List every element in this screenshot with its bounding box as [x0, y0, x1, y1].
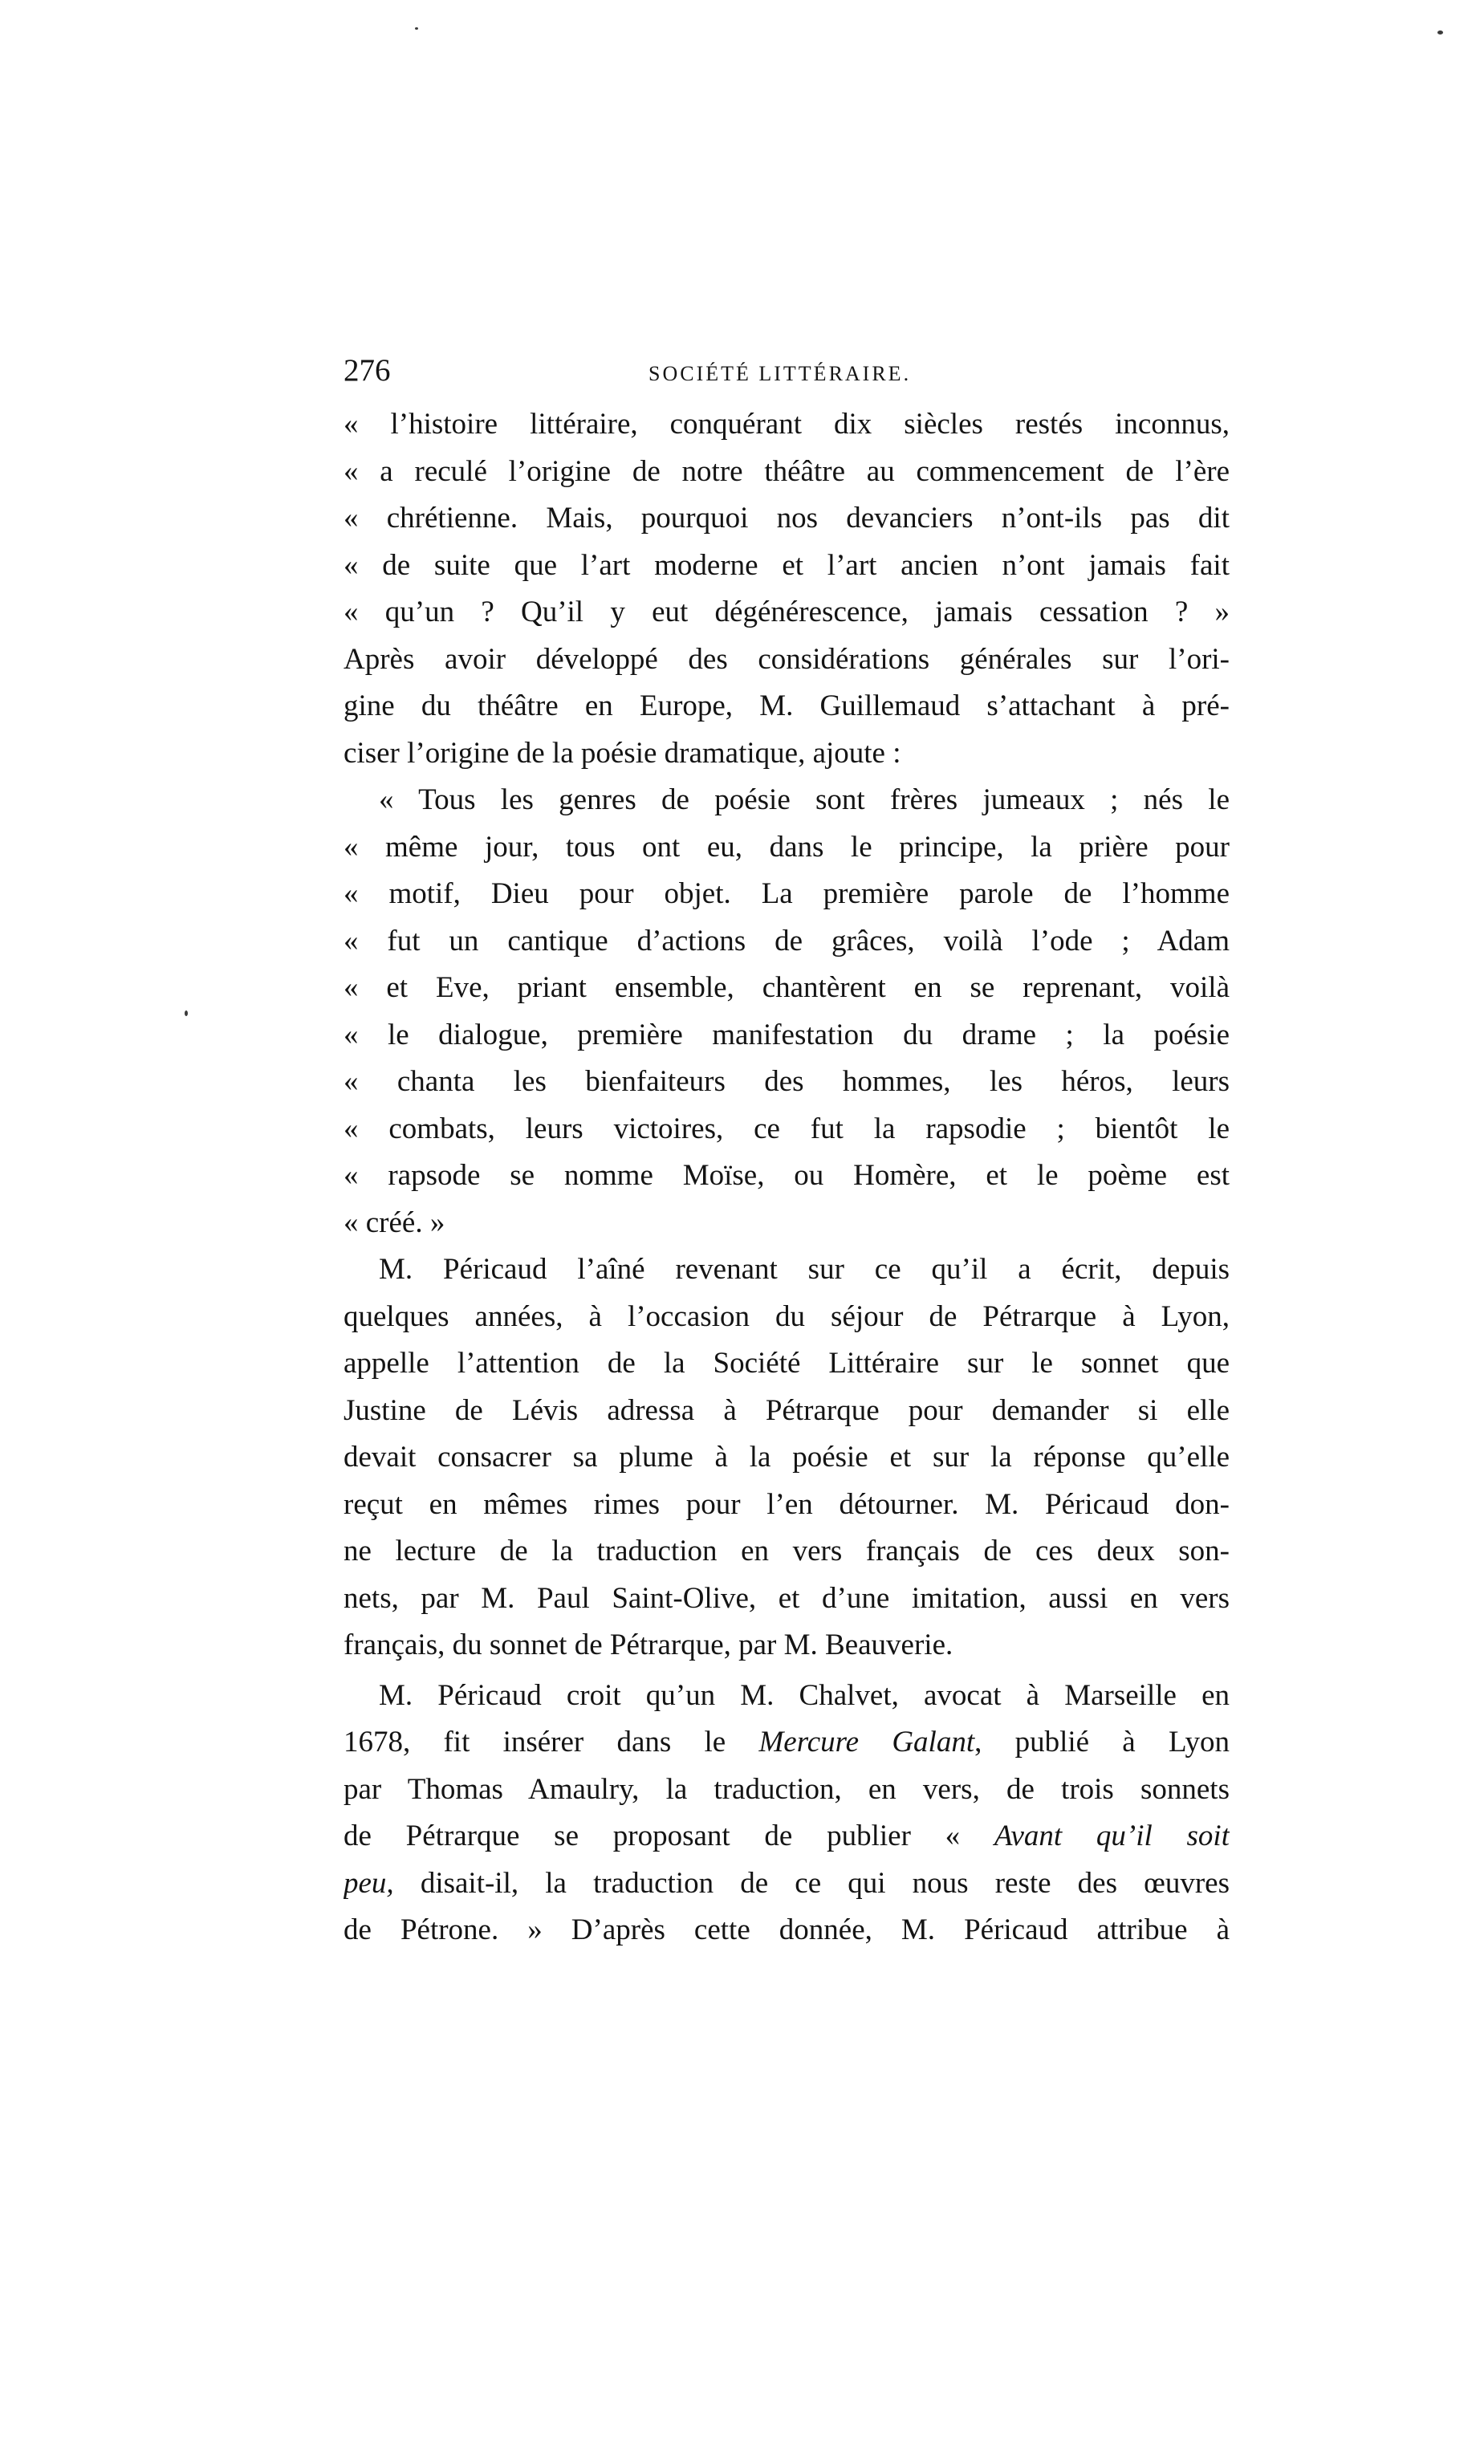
text-line: gine du théâtre en Europe, M. Guillemaud s’attachant à pré- — [344, 689, 1230, 722]
text-line: « motif, Dieu pour objet. La première parole de l’homme — [344, 877, 1230, 910]
text-line: ciser l’origine de la poésie dramatique, ajoute : — [344, 736, 901, 770]
text-line: « l’histoire littéraire, conquérant dix siècles restés inconnus, — [344, 408, 1230, 441]
scan-speck — [1437, 30, 1443, 35]
text-run: , publié à Lyon — [974, 1726, 1230, 1759]
page-number: 276 — [344, 353, 391, 388]
text-line: ne lecture de la traduction en vers français de ces deux son- — [344, 1535, 1230, 1567]
text-line: M. Péricaud l’aîné revenant sur ce qu’il a écrit, depuis — [379, 1253, 1230, 1286]
italic-quote: Avant qu’il soit — [994, 1820, 1230, 1852]
text-line: reçut en mêmes rimes pour l’en détourner. M. Péricaud don- — [344, 1487, 1230, 1521]
text-line: nets, par M. Paul Saint-Olive, et d’une imitation, aussi en vers — [344, 1581, 1230, 1615]
text-line: « fut un cantique d’actions de grâces, voilà l’ode ; Adam — [344, 924, 1230, 958]
text-line: « créé. » — [344, 1206, 445, 1239]
text-line-with-italic — [344, 1719, 1230, 1767]
text-line: M. Péricaud croit qu’un M. Chalvet, avocat à Marseille en — [379, 1678, 1230, 1712]
page-header — [344, 347, 1230, 395]
scan-speck — [415, 27, 418, 30]
text-line: devait consacrer sa plume à la poésie et sur la réponse qu’elle — [344, 1441, 1230, 1474]
text-line: appelle l’attention de la Société Littéraire sur le sonnet que — [344, 1347, 1230, 1380]
text-line: « chanta les bienfaiteurs des hommes, les héros, leurs — [344, 1065, 1230, 1098]
text-line-with-italic — [344, 1813, 1230, 1860]
running-title: SOCIÉTÉ LITTÉRAIRE. — [648, 362, 912, 385]
text-line: « rapsode se nomme Moïse, ou Homère, et le poème est — [344, 1159, 1230, 1192]
text-line-with-italic — [344, 1860, 1230, 1908]
text-line: quelques années, à l’occasion du séjour de Pétrarque à Lyon, — [344, 1299, 1230, 1333]
text-line: « de suite que l’art moderne et l’art ancien n’ont jamais fait — [344, 548, 1230, 582]
text-line: « et Eve, priant ensemble, chantèrent en se reprenant, voilà — [344, 971, 1230, 1004]
text-run: de Pétrarque se proposant de publier « — [344, 1820, 994, 1852]
text-line: « même jour, tous ont eu, dans le principe, la prière pour — [344, 830, 1230, 864]
text-line: « qu’un ? Qu’il y eut dégénérescence, jamais cessation ? » — [344, 596, 1230, 628]
text-line: par Thomas Amaulry, la traduction, en vers, de trois sonnets — [344, 1772, 1230, 1806]
text-run: 1678, fit insérer dans le — [344, 1726, 759, 1759]
body-text — [344, 401, 1230, 1954]
text-line: de Pétrone. » D’après cette donnée, M. Péricaud attribue à — [344, 1913, 1230, 1946]
text-line: « Tous les genres de poésie sont frères jumeaux ; nés le — [379, 783, 1230, 816]
text-line: « a reculé l’origine de notre théâtre au commencement de l’ère — [344, 454, 1230, 488]
text-line: « chrétienne. Mais, pourquoi nos devanciers n’ont-ils pas dit — [344, 502, 1230, 535]
scan-speck — [185, 1010, 188, 1016]
text-line: français, du sonnet de Pétrarque, par M. Beauverie. — [344, 1628, 953, 1661]
text-line: « le dialogue, première manifestation du drame ; la poésie — [344, 1018, 1230, 1051]
text-run: disait-il, la traduction de ce qui nous reste des œuvres — [393, 1866, 1230, 1900]
text-line: Justine de Lévis adressa à Pétrarque pour demander si elle — [344, 1393, 1230, 1427]
text-line: Après avoir développé des considérations générales sur l’ori- — [344, 642, 1230, 676]
italic-title: Mercure Galant — [758, 1726, 975, 1759]
italic-quote: peu, — [344, 1866, 394, 1900]
text-line: « combats, leurs victoires, ce fut la rapsodie ; bientôt le — [344, 1112, 1230, 1145]
